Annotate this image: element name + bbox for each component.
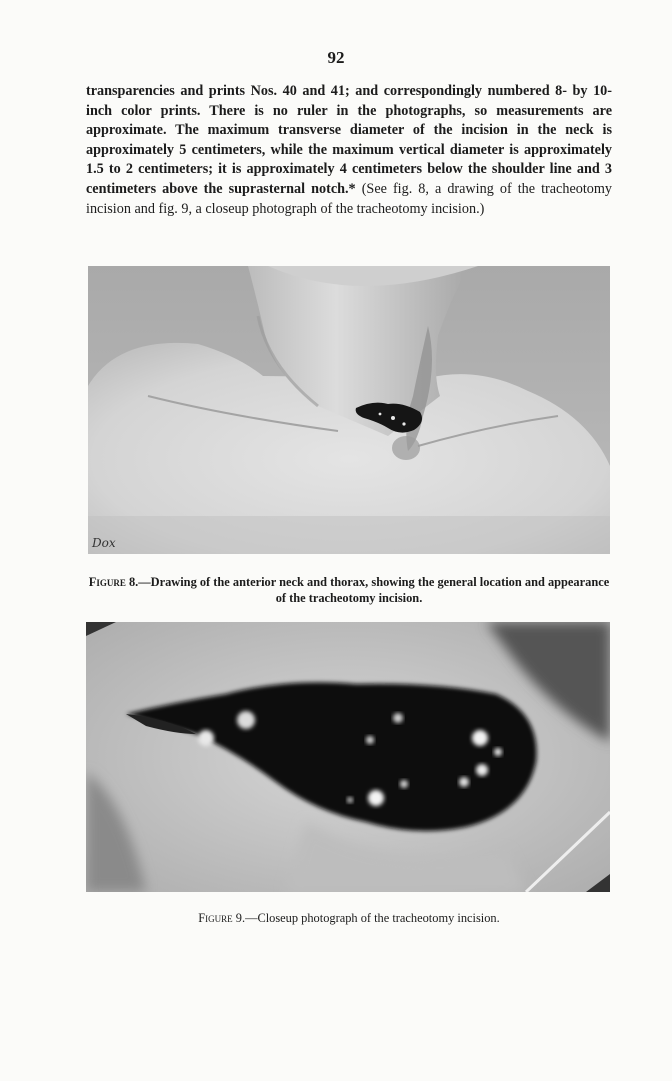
figure-8-caption-text: —Drawing of the anterior neck and thorax, showing the general location and appearance of the tracheotomy incision. xyxy=(138,575,610,605)
figure-9-caption xyxy=(86,910,612,926)
body-paragraph-bold: transparencies and prints Nos. 40 and 41; and correspondingly numbered 8- by 10-inch color prints. There is no ruler in the photographs, so measurements are approximate. The maximum transverse diameter of the incision in the neck is approximately 5 centimeters, while the maximum vertical diameter is approximately 1.5 to 2 centimeters; it is approximately 4 centimeters below the shoulder line and 3 centimeters above the suprasternal notch.* xyxy=(86,83,612,197)
figure-9-caption-lead: Figure 9. xyxy=(198,911,246,925)
figure-9-caption-text: —Closeup photograph of the tracheotomy incision. xyxy=(245,911,500,925)
page-number: 92 xyxy=(327,48,345,67)
figure-8-caption-lead: Figure 8. xyxy=(88,575,139,589)
figure-8-caption xyxy=(86,574,612,606)
incision-closeup-image xyxy=(86,622,610,892)
body-paragraph xyxy=(86,82,612,219)
figure-9-photograph xyxy=(86,622,610,892)
neck-drawing-illustration xyxy=(88,266,610,554)
figure-8-drawing xyxy=(88,266,610,554)
body-paragraph-normal: (See fig. 8, a drawing of the tracheotomy incision and fig. 9, a closeup photograph of the tracheotomy incision.) xyxy=(86,180,612,217)
artist-signature: Dox xyxy=(92,536,116,550)
